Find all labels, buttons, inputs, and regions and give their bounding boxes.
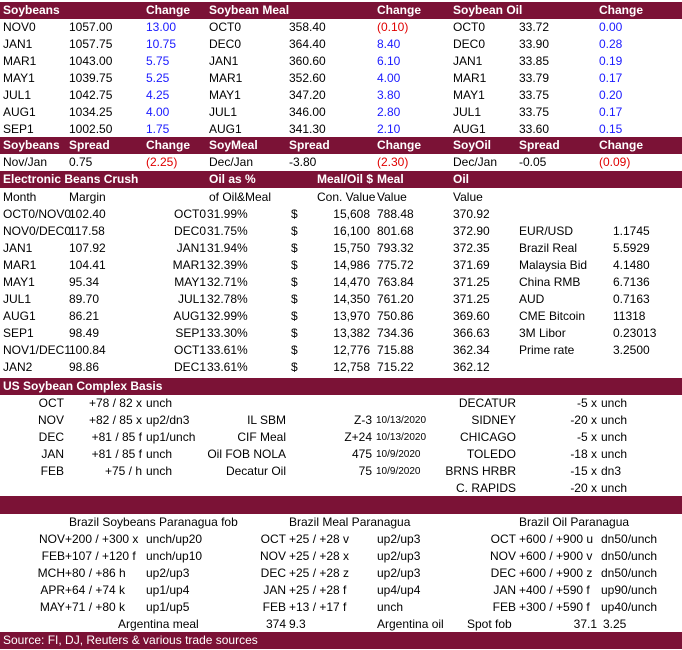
brazil-soy-note: up1/up4	[146, 583, 190, 597]
oil-month: MAR1	[453, 71, 487, 85]
brazil-oil-note: up90/unch	[601, 583, 658, 597]
crush-oil-pct: 32.78%	[207, 292, 248, 306]
basis-loc-note: unch	[601, 430, 628, 444]
brazil-oil-month: FEB	[492, 600, 516, 614]
meal-change: 3.80	[377, 88, 401, 102]
basis-note: unch	[146, 447, 173, 461]
oil-change-header: Change	[599, 3, 644, 17]
soy-change: 4.25	[146, 88, 170, 102]
oil-change: 0.17	[599, 71, 623, 85]
spread-value: 0.75	[69, 155, 93, 169]
oil-price: 33.79	[519, 71, 550, 85]
meal-change: 2.10	[377, 122, 401, 136]
brazil-oil-value: +600 / +900 v	[519, 549, 593, 563]
crush-con-value: 12,758	[333, 360, 370, 374]
crush-con-value: 13,382	[333, 326, 370, 340]
oil-change: 0.00	[599, 20, 623, 34]
basis-loc-value: -5 x	[576, 430, 597, 444]
soy-price: 1034.25	[69, 105, 113, 119]
brazil-oil-month: OCT	[490, 532, 516, 546]
brazil-soy-month: MCH	[37, 566, 65, 580]
basis-loc-note: unch	[601, 481, 628, 495]
basis-mid-label: Oil FOB NOLA	[207, 447, 286, 461]
crush-dollar: $	[291, 258, 298, 272]
basis-loc-note: unch	[601, 447, 628, 461]
crush-meal-value: 715.88	[377, 343, 414, 357]
crush-meal-value: 763.84	[377, 275, 414, 289]
brazil-oil-month: JAN	[493, 583, 516, 597]
argentina-oil-change: 3.25	[603, 617, 627, 631]
oil-price: 33.85	[519, 54, 550, 68]
meal-price: 360.60	[289, 54, 326, 68]
meal-month: DEC0	[209, 37, 242, 51]
crush-con-value: 14,470	[333, 275, 370, 289]
basis-value: +81 / 85 f	[91, 447, 142, 461]
oil-month: OCT0	[453, 20, 486, 34]
crush-dollar: $	[291, 275, 298, 289]
crush-oil-value: 371.69	[453, 258, 490, 272]
crush-margin: 89.70	[69, 292, 100, 306]
crush-sub-oilmeal: of Oil&Meal	[209, 190, 272, 204]
crush-dollar: $	[291, 326, 298, 340]
brazil-meal-value: +25 / +28 x	[289, 549, 350, 563]
basis-value: +75 / h	[104, 464, 142, 478]
brazil-oil-note: dn50/unch	[601, 566, 658, 580]
crush-dollar: $	[291, 224, 298, 238]
crush-margin: 107.92	[69, 241, 106, 255]
brazil-soy-month: NOV	[38, 532, 65, 546]
market-label: Brazil Real	[519, 241, 578, 255]
crush-margin: 98.49	[69, 326, 100, 340]
meal-month: OCT0	[209, 20, 242, 34]
argentina-oil-label: Argentina oil	[377, 617, 444, 631]
argentina-meal-change: 9.3	[289, 617, 306, 631]
spread-label: Change	[377, 138, 422, 152]
market-label: Prime rate	[519, 343, 575, 357]
crush-meal-header: Meal	[377, 172, 404, 186]
crush-meal-value: 788.48	[377, 207, 414, 221]
crush-month: JUL1	[3, 292, 32, 306]
basis-location: DECATUR	[458, 396, 516, 410]
brazil-meal-month: FEB	[262, 600, 286, 614]
market-label: EUR/USD	[519, 224, 574, 238]
market-value: 0.7163	[613, 292, 650, 306]
crush-meal-value: 801.68	[377, 224, 414, 238]
crush-meal-value: 793.32	[377, 241, 414, 255]
crush-oil-pct: 31.75%	[207, 224, 248, 238]
crush-margin: 117.58	[69, 224, 105, 238]
basis-mid-label: Decatur Oil	[225, 464, 286, 478]
crush-oil-pct: 32.99%	[207, 309, 248, 323]
crush-oil-value: 369.60	[453, 309, 490, 323]
brazil-meal-month: DEC	[260, 566, 286, 580]
brazil-oil-note: dn50/unch	[601, 549, 658, 563]
brazil-soy-value: +200 / +300 x	[65, 532, 139, 546]
market-value: 4.1480	[613, 258, 650, 272]
crush-month2: OCT1	[173, 343, 206, 357]
brazil-oil-note: dn50/unch	[601, 532, 658, 546]
basis-title: US Soybean Complex Basis	[3, 379, 163, 393]
soybeans-change-header: Change	[146, 3, 191, 17]
market-value: 0.23013	[613, 326, 657, 340]
crush-dollar: $	[291, 309, 298, 323]
oil-month: DEC0	[453, 37, 486, 51]
crush-con-value: 16,100	[333, 224, 370, 238]
basis-loc-note: dn3	[601, 464, 622, 478]
meal-month: MAR1	[209, 71, 243, 85]
brazil-soy-title: Brazil Soybeans Paranagua fob	[69, 515, 238, 529]
soybeans-header: Soybeans	[3, 3, 60, 17]
crush-oil-pct: 31.99%	[207, 207, 248, 221]
soy-price: 1057.00	[69, 20, 113, 34]
crush-oil-pct: 33.30%	[207, 326, 248, 340]
meal-price: 341.30	[289, 122, 326, 136]
brazil-meal-title: Brazil Meal Paranagua	[289, 515, 411, 529]
crush-month2: SEP1	[175, 326, 206, 340]
basis-mid-basis: Z-3	[354, 413, 372, 427]
soy-month: NOV0	[3, 20, 36, 34]
crush-oil-pct-header: Oil as %	[209, 172, 256, 186]
meal-change: 6.10	[377, 54, 401, 68]
crush-margin: 98.86	[69, 360, 100, 374]
crush-month2: DEC0	[173, 224, 206, 238]
basis-mid-date: 10/9/2020	[376, 449, 421, 460]
meal-month: MAY1	[209, 88, 241, 102]
crush-month: JAN1	[3, 241, 33, 255]
oil-month: JAN1	[453, 54, 483, 68]
oil-month: JUL1	[453, 105, 482, 119]
spread-value: (2.30)	[377, 155, 409, 169]
crush-oil-pct: 31.94%	[207, 241, 248, 255]
crush-month: NOV1/DEC1	[3, 343, 72, 357]
basis-loc-note: unch	[601, 413, 628, 427]
basis-note: up2/dn3	[146, 413, 190, 427]
crush-oil-value: 371.25	[453, 292, 490, 306]
crush-month: SEP1	[3, 326, 34, 340]
crush-month2: MAY1	[174, 275, 206, 289]
basis-location: SIDNEY	[471, 413, 516, 427]
crush-oil-value: 371.25	[453, 275, 490, 289]
brazil-soy-month: FEB	[41, 549, 65, 563]
brazil-meal-note: up2/up3	[377, 532, 421, 546]
crush-oil-value: 362.34	[453, 343, 490, 357]
soy-month: MAY1	[3, 71, 35, 85]
oil-header: Soybean Oil	[453, 3, 523, 17]
soy-price: 1042.75	[69, 88, 113, 102]
argentina-meal-label: Argentina meal	[118, 617, 199, 631]
argentina-meal-value: 374	[265, 617, 286, 631]
section-separator-bar	[0, 496, 682, 514]
basis-value: +82 / 85 x	[88, 413, 142, 427]
brazil-oil-month: DEC	[490, 566, 516, 580]
crush-dollar: $	[291, 207, 298, 221]
crush-margin: 95.34	[69, 275, 100, 289]
spread-label: Spread	[69, 138, 110, 152]
soy-change: 10.75	[146, 37, 177, 51]
oil-change: 0.28	[599, 37, 623, 51]
market-label: Malaysia Bid	[519, 258, 588, 272]
crush-sub-month: Month	[3, 190, 37, 204]
spread-value: Dec/Jan	[453, 155, 498, 169]
market-value: 6.7136	[613, 275, 650, 289]
crush-month: MAY1	[3, 275, 35, 289]
basis-loc-value: -20 x	[570, 481, 597, 495]
basis-location: TOLEDO	[466, 447, 516, 461]
soy-price: 1039.75	[69, 71, 113, 85]
brazil-meal-month: NOV	[259, 549, 286, 563]
basis-mid-date: 10/9/2020	[376, 466, 421, 477]
crush-meal-value: 761.20	[377, 292, 414, 306]
basis-location: BRNS HRBR	[445, 464, 516, 478]
basis-mid-basis: Z+24	[344, 430, 372, 444]
brazil-meal-note: up2/up3	[377, 566, 421, 580]
brazil-oil-value: +600 / +900 u	[519, 532, 594, 546]
basis-month: NOV	[37, 413, 64, 427]
spread-label: Spread	[289, 138, 330, 152]
soy-change: 5.25	[146, 71, 170, 85]
basis-loc-value: -15 x	[570, 464, 597, 478]
basis-loc-value: -5 x	[576, 396, 597, 410]
spread-value: Nov/Jan	[3, 155, 48, 169]
crush-con-value: 14,986	[333, 258, 370, 272]
crush-con-value: 14,350	[333, 292, 370, 306]
argentina-oil-value: 37.1	[573, 617, 597, 631]
basis-month: JAN	[41, 447, 64, 461]
basis-mid-basis: 75	[358, 464, 372, 478]
spread-value: Dec/Jan	[209, 155, 254, 169]
oil-change: 0.15	[599, 122, 623, 136]
meal-price: 358.40	[289, 20, 326, 34]
brazil-oil-title: Brazil Oil Paranagua	[519, 515, 630, 529]
crush-oil-value: 366.63	[453, 326, 490, 340]
meal-change: 2.80	[377, 105, 401, 119]
crush-oil-value: 362.12	[453, 360, 490, 374]
market-value: 5.5929	[613, 241, 650, 255]
meal-header: Soybean Meal	[209, 3, 290, 17]
soy-change: 4.00	[146, 105, 170, 119]
brazil-oil-value: +600 / +900 z	[519, 566, 593, 580]
crush-oil-value: 372.35	[453, 241, 490, 255]
spread-value: (0.09)	[599, 155, 631, 169]
meal-price: 347.20	[289, 88, 326, 102]
oil-price: 33.90	[519, 37, 550, 51]
soy-month: SEP1	[3, 122, 34, 136]
brazil-meal-value: +25 / +28 f	[289, 583, 347, 597]
basis-mid-basis: 475	[351, 447, 372, 461]
soy-price: 1043.00	[69, 54, 113, 68]
basis-mid-date: 10/13/2020	[376, 415, 427, 426]
crush-meal-value: 734.36	[377, 326, 414, 340]
basis-location: CHICAGO	[459, 430, 516, 444]
brazil-oil-value: +400 / +590 f	[519, 583, 590, 597]
brazil-soy-month: MAY	[39, 600, 65, 614]
crush-sub-value-meal: Value	[377, 190, 407, 204]
basis-loc-note: unch	[601, 396, 628, 410]
market-label: CME Bitcoin	[519, 309, 586, 323]
meal-month: JAN1	[209, 54, 239, 68]
brazil-meal-month: JAN	[263, 583, 286, 597]
crush-sub-margin: Margin	[69, 190, 106, 204]
crush-month2: JAN1	[176, 241, 206, 255]
basis-note: unch	[146, 464, 173, 478]
market-label: China RMB	[519, 275, 581, 289]
meal-change: (0.10)	[377, 20, 409, 34]
brazil-soy-note: unch/up20	[146, 532, 203, 546]
brazil-soy-value: +71 / +80 k	[65, 600, 126, 614]
brazil-meal-note: up2/up3	[377, 549, 421, 563]
oil-change: 0.20	[599, 88, 623, 102]
basis-mid-date: 10/13/2020	[376, 432, 427, 443]
market-label: 3M Libor	[519, 326, 566, 340]
brazil-soy-note: up2/up3	[146, 566, 190, 580]
meal-change: 8.40	[377, 37, 401, 51]
oil-price: 33.72	[519, 20, 550, 34]
crush-oil-header: Oil	[453, 172, 470, 186]
soy-price: 1057.75	[69, 37, 113, 51]
futures-header-bar	[0, 2, 682, 19]
crush-dollar: $	[291, 292, 298, 306]
soy-change: 5.75	[146, 54, 170, 68]
crush-oil-pct: 32.71%	[207, 275, 248, 289]
crush-sub-con: Con. Value	[317, 190, 376, 204]
soy-month: JAN1	[3, 37, 33, 51]
spread-label: Soybeans	[3, 138, 60, 152]
crush-month: JAN2	[3, 360, 33, 374]
crush-meal-value: 750.86	[377, 309, 414, 323]
spread-value: -3.80	[289, 155, 317, 169]
crush-month: AUG1	[3, 309, 36, 323]
oil-change: 0.17	[599, 105, 623, 119]
crush-margin: 86.21	[69, 309, 100, 323]
meal-price: 346.00	[289, 105, 326, 119]
brazil-soy-value: +107 / +120 f	[65, 549, 136, 563]
meal-price: 352.60	[289, 71, 326, 85]
brazil-oil-note: up40/unch	[601, 600, 658, 614]
crush-month: OCT0/NOV0	[3, 207, 72, 221]
spread-label: Spread	[519, 138, 560, 152]
crush-month2: DEC1	[173, 360, 206, 374]
oil-price: 33.60	[519, 122, 550, 136]
spread-label: Change	[599, 138, 644, 152]
basis-mid-label: IL SBM	[247, 413, 286, 427]
crush-dollar: $	[291, 360, 298, 374]
spread-label: Change	[146, 138, 191, 152]
crush-month: NOV0/DEC0	[3, 224, 72, 238]
meal-month: JUL1	[209, 105, 238, 119]
source-note: Source: FI, DJ, Reuters & various trade sources	[3, 633, 258, 647]
market-value: 1.1745	[613, 224, 650, 238]
crush-dollar: $	[291, 241, 298, 255]
soy-price: 1002.50	[69, 122, 113, 136]
market-label: AUD	[519, 292, 545, 306]
oil-month: MAY1	[453, 88, 485, 102]
crush-month: MAR1	[3, 258, 37, 272]
brazil-meal-month: OCT	[260, 532, 286, 546]
crush-month2: JUL1	[177, 292, 206, 306]
brazil-soy-value: +80 / +86 h	[65, 566, 126, 580]
soy-month: AUG1	[3, 105, 36, 119]
crush-meal-value: 715.22	[377, 360, 414, 374]
brazil-meal-value: +25 / +28 v	[289, 532, 350, 546]
oil-price: 33.75	[519, 105, 550, 119]
basis-value: +78 / 82 x	[88, 396, 142, 410]
crush-title: Electronic Beans Crush	[3, 172, 139, 186]
basis-location: C. RAPIDS	[455, 481, 516, 495]
basis-month: DEC	[38, 430, 64, 444]
soy-month: MAR1	[3, 54, 37, 68]
crush-month2: OCT0	[173, 207, 206, 221]
brazil-oil-value: +300 / +590 f	[519, 600, 590, 614]
crush-con-value: 15,608	[333, 207, 370, 221]
brazil-meal-note: up4/up4	[377, 583, 421, 597]
crush-oil-value: 372.90	[453, 224, 490, 238]
basis-month: OCT	[38, 396, 64, 410]
spot-fob-label: Spot fob	[467, 617, 512, 631]
spread-value: -0.05	[519, 155, 547, 169]
brazil-meal-note: unch	[377, 600, 404, 614]
spread-value: (2.25)	[146, 155, 178, 169]
market-value: 3.2500	[613, 343, 650, 357]
meal-change: 4.00	[377, 71, 401, 85]
crush-margin: 100.84	[69, 343, 106, 357]
oil-month: AUG1	[453, 122, 486, 136]
oil-price: 33.75	[519, 88, 550, 102]
market-value: 11318	[613, 309, 646, 323]
brazil-soy-value: +64 / +74 k	[65, 583, 126, 597]
crush-oil-pct: 33.61%	[207, 343, 248, 357]
crush-con-value: 13,970	[333, 309, 370, 323]
brazil-soy-note: up1/up5	[146, 600, 190, 614]
crush-sub-value-oil: Value	[453, 190, 483, 204]
spread-label: SoyMeal	[209, 138, 258, 152]
crush-con-value: 12,776	[333, 343, 370, 357]
brazil-meal-value: +25 / +28 z	[289, 566, 350, 580]
crush-oil-pct: 33.61%	[207, 360, 248, 374]
soy-change: 1.75	[146, 122, 170, 136]
basis-mid-label: CIF Meal	[237, 430, 286, 444]
basis-value: +81 / 85 f	[91, 430, 142, 444]
brazil-meal-value: +13 / +17 f	[289, 600, 347, 614]
crush-meal-value: 775.72	[377, 258, 414, 272]
basis-note: unch	[146, 396, 173, 410]
meal-change-header: Change	[377, 3, 422, 17]
basis-month: FEB	[40, 464, 64, 478]
basis-note: up1/unch	[146, 430, 196, 444]
crush-month2: AUG1	[173, 309, 206, 323]
soy-month: JUL1	[3, 88, 32, 102]
brazil-soy-note: unch/up10	[146, 549, 203, 563]
soy-change: 13.00	[146, 20, 177, 34]
basis-loc-value: -20 x	[570, 413, 597, 427]
oil-change: 0.19	[599, 54, 623, 68]
crush-dollar: $	[291, 343, 298, 357]
brazil-oil-month: NOV	[489, 549, 516, 563]
brazil-soy-month: APR	[40, 583, 65, 597]
crush-month2: MAR1	[172, 258, 206, 272]
meal-month: AUG1	[209, 122, 242, 136]
meal-price: 364.40	[289, 37, 326, 51]
crush-oil-value: 370.92	[453, 207, 490, 221]
basis-loc-value: -18 x	[570, 447, 597, 461]
crush-margin: 104.41	[69, 258, 106, 272]
spread-label: SoyOil	[453, 138, 492, 152]
crush-oil-pct: 32.39%	[207, 258, 248, 272]
crush-meal-oil-header: Meal/Oil $	[317, 172, 374, 186]
crush-con-value: 15,750	[333, 241, 370, 255]
crush-margin: 102.40	[69, 207, 106, 221]
